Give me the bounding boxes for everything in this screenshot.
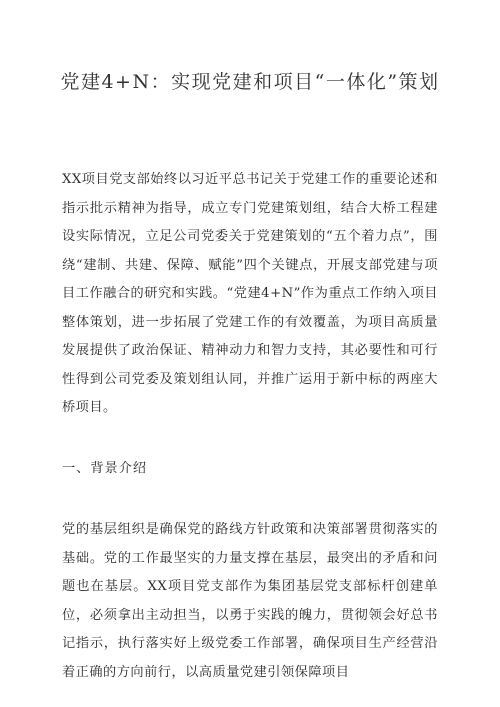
section-heading-background: 一、背景介绍: [62, 460, 148, 476]
document-body: [62, 166, 438, 687]
intro-paragraph: XX项目党支部始终以习近平总书记关于党建工作的重要论述和指示批示精神为指导，成立专门党建策划组，结合大桥工程建设实际情况，立足公司党委关于党建策划的“五个着力点”，围绕“建制、共建、保障、赋能”四个关键点，开展支部党建与项目工作融合的研究和实践。“党建4+N”作为重点工作纳入项目整体策划，进一步拓展了党建工作的有效覆盖，为项目高质量发展提供了政治保证、精神动力和智力支持，其必要性和可行性得到公司党委及策划组认同，并推广运用于新中标的两座大桥项目。: [62, 172, 438, 415]
background-paragraph: 党的基层组织是确保党的路线方针政策和决策部署贯彻落实的基础。党的工作最坚实的力量支撑在基层，最突出的矛盾和问题也在基层。XX项目党支部作为集团基层党支部标杆创建单位，必须拿出主动担当，以勇于实践的魄力，贯彻领会好总书记指示，执行落实好上级党委工作部署，确保项目生产经营沿着正确的方向前行，以高质量党建引领保障项目: [62, 522, 438, 680]
document-title: 党建4+N：实现党建和项目“一体化”策划: [60, 71, 440, 93]
